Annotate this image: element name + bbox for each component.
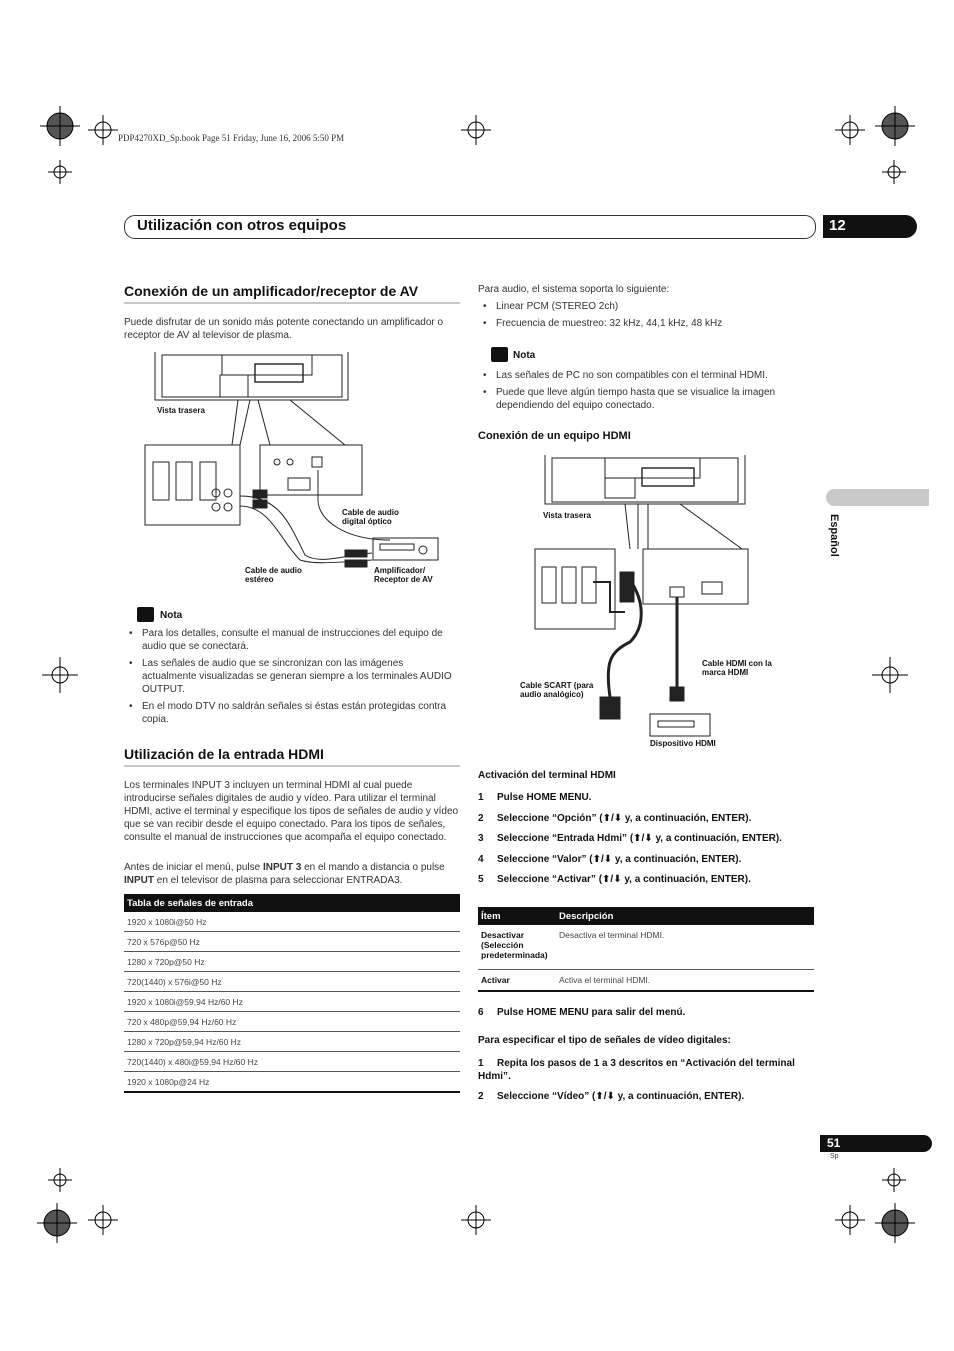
diagram-label-rear: Vista trasera xyxy=(157,406,205,415)
step-5 xyxy=(478,873,751,886)
table-header: Descripción xyxy=(556,907,814,925)
step-number: 5 xyxy=(478,874,484,885)
step-text: Repita los pasos de 1 a 3 descritos en “Activación del terminal Hdmi”. xyxy=(478,1058,795,1082)
note-icon xyxy=(491,347,508,362)
section-title-av: Conexión de un amplificador/receptor de AV xyxy=(124,283,419,299)
note-title: Nota xyxy=(513,350,536,361)
diagram-label-hdmi-cable: Cable HDMI con la marca HDMI xyxy=(702,659,772,677)
page-number: 51 xyxy=(827,1136,841,1150)
table-row xyxy=(478,970,814,992)
diagram-label-stereo: Cable de audio estéreo xyxy=(245,566,302,584)
text-run-bold: INPUT xyxy=(124,875,154,886)
table-cell: 1280 x 720p@50 Hz xyxy=(124,952,460,972)
table-row xyxy=(124,912,460,932)
table-row xyxy=(124,1012,460,1032)
table-row xyxy=(124,932,460,952)
table-cell: 720(1440) x 480i@59,94 Hz/60 Hz xyxy=(124,1052,460,1072)
table-cell: 1920 x 1080i@50 Hz xyxy=(124,912,460,932)
step-text: Seleccione “Valor” (⬆/⬇ y, a continuación, ENTER). xyxy=(497,854,742,865)
step-text: Seleccione “Vídeo” (⬆/⬇ y, a continuación, ENTER). xyxy=(497,1091,745,1102)
list-item: • Puede que lleve algún tiempo hasta que se visualice la imagen dependiendo del equipo conectado. xyxy=(478,386,814,412)
language-tab xyxy=(826,489,929,506)
table-cell: 1920 x 1080i@59,94 Hz/60 Hz xyxy=(124,992,460,1012)
table-cell: 1280 x 720p@59,94 Hz/60 Hz xyxy=(124,1032,460,1052)
table-row xyxy=(124,972,460,992)
table-row xyxy=(124,952,460,972)
diagram-label-rear: Vista trasera xyxy=(543,511,591,520)
text-run-bold: INPUT 3 xyxy=(262,862,302,873)
hdmi-para-1: Los terminales INPUT 3 incluyen un terminal HDMI al cual puede introducirse señales digitales de audio y vídeo. Para utilizar el terminal HDMI, active el terminal y especifique los tipos de señales de audio y vídeo que se van recibir desde el equipo conectado. Para los tipos de señales, consulte el manual de instrucciones que acompaña el equipo conectado. xyxy=(124,780,459,843)
note-title: Nota xyxy=(160,610,183,621)
table-row xyxy=(124,1032,460,1052)
note-list-hdmi xyxy=(478,369,814,416)
list-item: • Para los detalles, consulte el manual de instrucciones del equipo de audio que se conectará. xyxy=(124,627,460,653)
hdmi-connection-heading: Conexión de un equipo HDMI xyxy=(478,430,631,442)
table-cell: Desactivar (Selección predeterminada) xyxy=(478,925,556,970)
section-rule xyxy=(124,302,460,304)
step-number: 1 xyxy=(478,792,484,803)
step-number: 2 xyxy=(478,1091,484,1102)
language-label: Español xyxy=(828,514,840,557)
list-item: • Las señales de audio que se sincronizan con las imágenes actualmente visualizadas se generan siempre a los terminales AUDIO OUTPUT. xyxy=(124,657,460,696)
table-cell: 720 x 576p@50 Hz xyxy=(124,932,460,952)
audio-intro: Para audio, el sistema soporta lo siguiente: xyxy=(478,284,670,295)
table-header: Tabla de señales de entrada xyxy=(124,894,460,912)
step-number: 2 xyxy=(478,813,484,824)
list-item: • Las señales de PC no son compatibles con el terminal HDMI. xyxy=(478,369,814,382)
table-row xyxy=(478,925,814,970)
diagram-label-optical: Cable de audio digital óptico xyxy=(342,508,399,526)
step-text: Pulse HOME MENU. xyxy=(497,792,592,803)
page-language: Sp xyxy=(830,1153,839,1160)
text-run: en el televisor de plasma para seleccionar ENTRADA3. xyxy=(154,875,403,886)
step-text: Seleccione “Activar” (⬆/⬇ y, a continuación, ENTER). xyxy=(497,874,751,885)
section-rule xyxy=(124,765,460,767)
page-title: Utilización con otros equipos xyxy=(137,217,347,234)
table-cell: 1920 x 1080p@24 Hz xyxy=(124,1072,460,1093)
step-1 xyxy=(478,791,591,804)
input-signal-table xyxy=(124,894,460,1093)
step-number: 1 xyxy=(478,1058,484,1069)
table-row xyxy=(124,992,460,1012)
note-icon xyxy=(137,607,154,622)
table-header: Ítem xyxy=(478,907,556,925)
video-step-1 xyxy=(478,1057,818,1083)
list-item: • En el modo DTV no saldrán señales si éstas están protegidas contra copia. xyxy=(124,700,460,726)
step-2 xyxy=(478,812,751,825)
list-item: • Linear PCM (STEREO 2ch) xyxy=(478,300,814,313)
diagram-label-scart: Cable SCART (para audio analógico) xyxy=(520,681,594,699)
step-text: Seleccione “Entrada Hdmi” (⬆/⬇ y, a continuación, ENTER). xyxy=(497,833,782,844)
step-3 xyxy=(478,832,782,845)
video-step-2 xyxy=(478,1090,744,1103)
hdmi-para-2 xyxy=(124,861,460,887)
audio-list xyxy=(478,300,814,334)
text-run: Antes de iniciar el menú, pulse xyxy=(124,862,263,873)
av-intro: Puede disfrutar de un sonido más potente conectando un amplificador o receptor de AV al televisor de plasma. xyxy=(124,317,444,341)
table-cell: Activa el terminal HDMI. xyxy=(556,970,814,992)
diagram-label-device: Dispositivo HDMI xyxy=(650,739,716,748)
table-cell: 720(1440) x 576i@50 Hz xyxy=(124,972,460,992)
note-list-av xyxy=(124,627,460,730)
activation-heading: Activación del terminal HDMI xyxy=(478,770,616,781)
step-number: 4 xyxy=(478,854,484,865)
section-title-hdmi: Utilización de la entrada HDMI xyxy=(124,746,324,762)
step-text: Pulse HOME MENU para salir del menú. xyxy=(497,1007,686,1018)
table-cell: 720 x 480p@59,94 Hz/60 Hz xyxy=(124,1012,460,1032)
step-4 xyxy=(478,853,741,866)
text-run: en el mando a distancia o pulse xyxy=(301,862,445,873)
chapter-number: 12 xyxy=(829,217,846,234)
list-item: • Frecuencia de muestreo: 32 kHz, 44,1 kHz, 48 kHz xyxy=(478,317,814,330)
table-cell: Activar xyxy=(478,970,556,992)
table-cell: Desactiva el terminal HDMI. xyxy=(556,925,814,970)
step-text: Seleccione “Opción” (⬆/⬇ y, a continuación, ENTER). xyxy=(497,813,752,824)
diagram-label-amp: Amplificador/ Receptor de AV xyxy=(374,566,433,584)
step-number: 6 xyxy=(478,1007,484,1018)
step-6 xyxy=(478,1006,685,1019)
av-connection-diagram xyxy=(140,350,460,600)
book-info: PDP4270XD_Sp.book Page 51 Friday, June 16, 2006 5:50 PM xyxy=(118,133,345,143)
hdmi-option-table xyxy=(478,907,814,992)
step-number: 3 xyxy=(478,833,484,844)
table-row xyxy=(124,1052,460,1072)
video-heading: Para especificar el tipo de señales de vídeo digitales: xyxy=(478,1035,731,1046)
table-row xyxy=(124,1072,460,1093)
